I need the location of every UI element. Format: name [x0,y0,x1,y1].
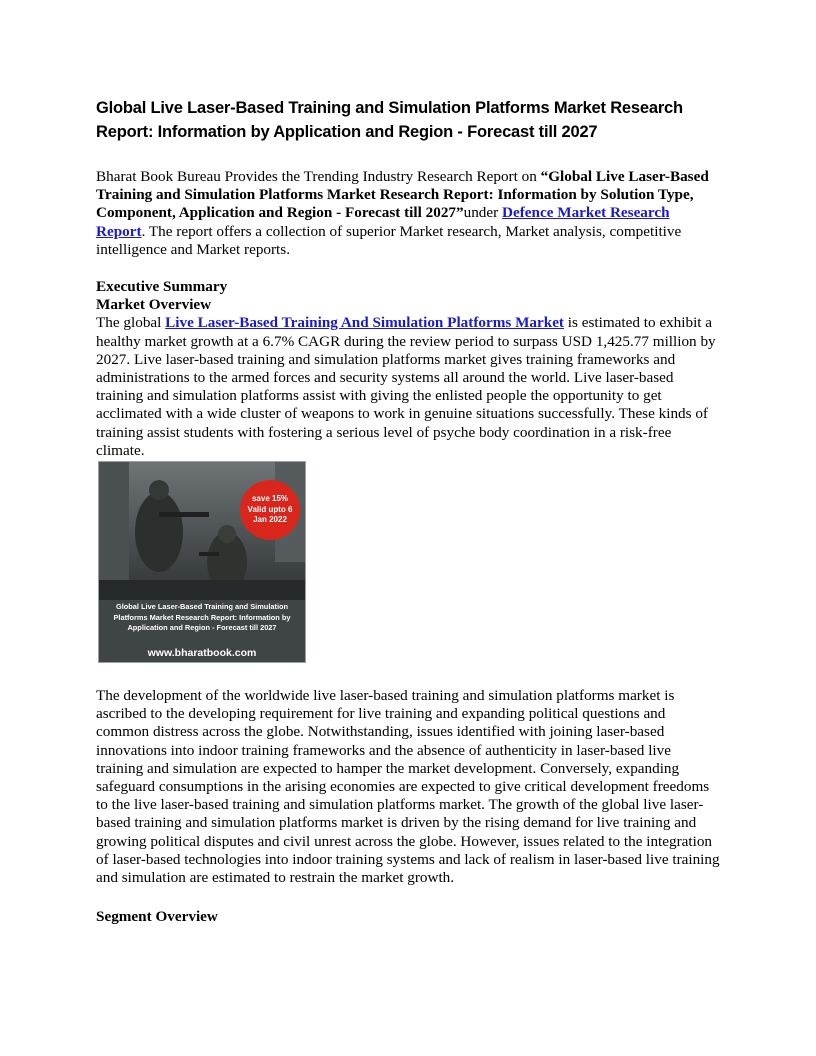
cover-caption: Global Live Laser-Based Training and Simulation Platforms Market Research Report: Information by Application and Region - Forecast till 2027 [113,602,291,632]
market-overview-heading: Market Overview [96,296,212,314]
intro-under: under [463,204,502,222]
intro-rest: . The report offers a collection of superior Market research, Market analysis, competitive intelligence and Market reports. [96,222,682,258]
discount-badge: save 15% Valid upto 6 Jan 2022 [240,480,300,540]
market-link[interactable]: Live Laser-Based Training And Simulation Platforms Market [165,314,564,332]
overview-body: is estimated to exhibit a healthy market growth at a 6.7% CAGR during the review period to surpass USD 1,425.77 million by 2027. Live laser-based training and simulation platforms market gives training frameworks and administrations to the armed forces and security systems all around the world. Live laser-based training and simulation platforms assist with giving the enlisted people the opportunity to get acclimated with a wide cluster of weapons to work in genuine situations successfully. These kinds of training assist students with fostering a serious level of psyche body coordination in a risk-free climate. [96,314,716,459]
market-overview-paragraph [96,314,720,460]
segment-overview-heading: Segment Overview [96,908,218,925]
executive-summary-section [96,278,720,460]
executive-summary-heading: Executive Summary [96,278,228,295]
intro-paragraph [96,168,720,259]
defence-market-link[interactable]: Defence Market Research Report [96,204,670,240]
intro-lead: Bharat Book Bureau Provides the Trending Industry Research Report on [96,168,541,185]
report-name: “Global Live Laser-Based Training and Simulation Platforms Market Research Report: Information by Solution Type, Component, Application and Region - Forecast till 2027” [96,168,709,222]
report-cover-image [98,461,306,663]
page-title: Global Live Laser-Based Training and Simulation Platforms Market Research Report: Information by Application and Region - Forecast till 2027 [96,99,683,141]
development-paragraph: The development of the worldwide live laser-based training and simulation platforms market is ascribed to the developing requirement for live training and expanding political questions and common distress across the globe. Notwithstanding, issues identified with joining laser-based innovations into indoor training frameworks and the absence of authenticity in laser-based live training and simulation are expected to hamper the market development. Conversely, expanding safeguard consumptions in the arising economies are expected to give critical development freedoms to the live laser-based training and simulation platforms market. The growth of the global live laser-based training and simulation platforms market is driven by the rising demand for live training and growing political disputes and civil unrest across the globe. However, issues related to the integration of laser-based technologies into indoor training systems and lack of realism in laser-based live training and simulation are estimated to restrain the market growth. [96,687,720,887]
cover-site-url: www.bharatbook.com [147,647,257,659]
overview-lead: The global [96,314,166,332]
